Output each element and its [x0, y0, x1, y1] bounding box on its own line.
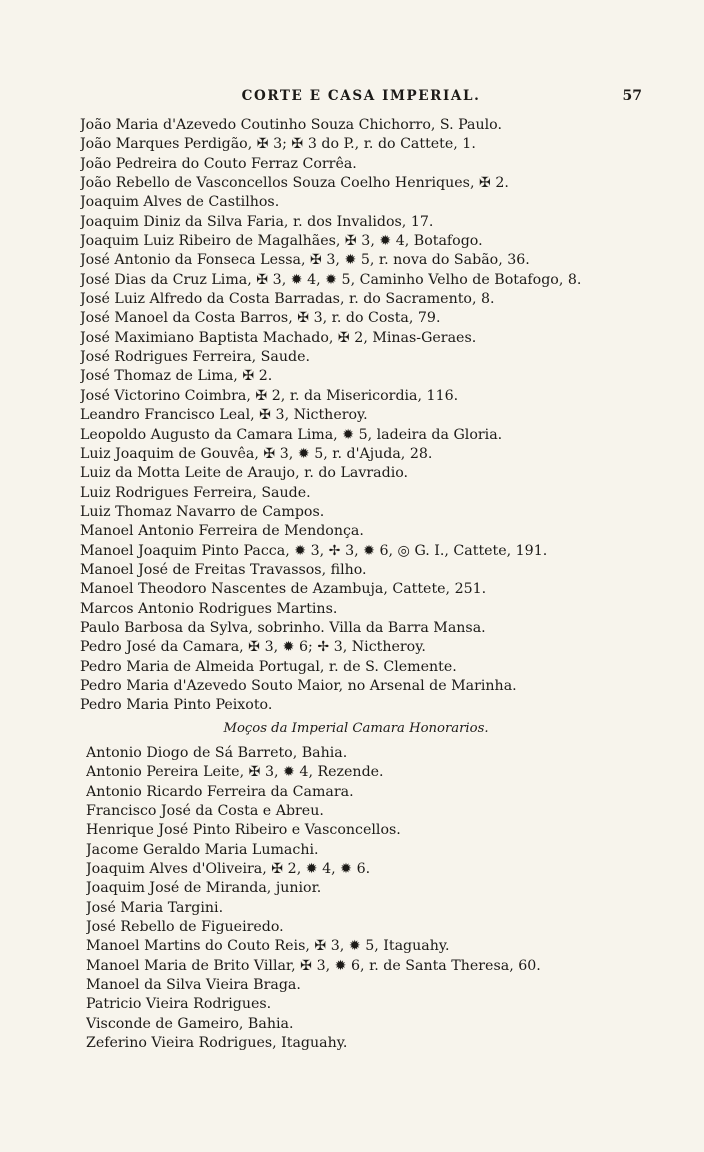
list-item: Luiz Rodrigues Ferreira, Saude.	[80, 484, 311, 501]
page-header	[80, 88, 642, 108]
list-item: João Marques Perdigão, ✠ 3; ✠ 3 do P., r. do Cattete, 1.	[80, 136, 476, 153]
list-item: Leandro Francisco Leal, ✠ 3, Nictheroy.	[80, 407, 368, 424]
page-number: 57	[622, 88, 642, 104]
list-item: Pedro Maria Pinto Peixoto.	[80, 697, 273, 714]
list-item: José Dias da Cruz Lima, ✠ 3, ✹ 4, ✹ 5, Caminho Velho de Botafogo, 8.	[80, 271, 582, 288]
list-item: Henrique José Pinto Ribeiro e Vasconcellos.	[86, 822, 401, 839]
section-heading: Moços da Imperial Camara Honorarios.	[223, 721, 489, 736]
entries-list	[80, 116, 640, 716]
list-item: Joaquim Luiz Ribeiro de Magalhães, ✠ 3, ✹ 4, Botafogo.	[80, 233, 483, 250]
list-item: José Maximiano Baptista Machado, ✠ 2, Minas-Geraes.	[80, 329, 477, 346]
list-item: Antonio Ricardo Ferreira da Camara.	[86, 783, 354, 800]
list-item: Luiz Joaquim de Gouvêa, ✠ 3, ✹ 5, r. d'Ajuda, 28.	[80, 445, 433, 462]
list-item: José Maria Targini.	[86, 899, 224, 916]
list-item: Pedro Maria de Almeida Portugal, r. de S. Clemente.	[80, 658, 457, 675]
list-item: Luiz Thomaz Navarro de Campos.	[80, 503, 325, 520]
list-item: José Manoel da Costa Barros, ✠ 3, r. do Costa, 79.	[80, 310, 441, 327]
list-item: José Rodrigues Ferreira, Saude.	[80, 349, 310, 366]
list-item: Pedro José da Camara, ✠ 3, ✹ 6; ✢ 3, Nictheroy.	[80, 639, 426, 656]
list-item: Joaquim Diniz da Silva Faria, r. dos Invalidos, 17.	[80, 213, 434, 230]
list-item: José Rebello de Figueiredo.	[86, 919, 284, 936]
honorary-entries-list	[86, 744, 646, 1054]
list-item: Manoel Maria de Brito Villar, ✠ 3, ✹ 6, r. de Santa Theresa, 60.	[86, 957, 541, 974]
list-item: Manoel Martins do Couto Reis, ✠ 3, ✹ 5, Itaguahy.	[86, 938, 450, 955]
list-item: Paulo Barbosa da Sylva, sobrinho. Villa da Barra Mansa.	[80, 619, 486, 636]
list-item: João Rebello de Vasconcellos Souza Coelho Henriques, ✠ 2.	[80, 175, 509, 192]
list-item: José Victorino Coimbra, ✠ 2, r. da Misericordia, 116.	[80, 387, 459, 404]
list-item: Francisco José da Costa e Abreu.	[86, 803, 324, 820]
list-item: Manoel Antonio Ferreira de Mendonça.	[80, 523, 364, 540]
list-item: José Luiz Alfredo da Costa Barradas, r. do Sacramento, 8.	[80, 291, 495, 308]
list-item: Visconde de Gameiro, Bahia.	[86, 1015, 294, 1032]
list-item: José Antonio da Fonseca Lessa, ✠ 3, ✹ 5, r. nova do Sabão, 36.	[80, 252, 530, 269]
list-item: João Maria d'Azevedo Coutinho Souza Chichorro, S. Paulo.	[80, 117, 502, 133]
list-item: Joaquim José de Miranda, junior.	[86, 880, 322, 897]
list-item: Manoel Theodoro Nascentes de Azambuja, Cattete, 251.	[80, 581, 487, 598]
list-item: Manoel José de Freitas Travassos, filho.	[80, 561, 367, 578]
list-item: Pedro Maria d'Azevedo Souto Maior, no Arsenal de Marinha.	[80, 677, 517, 694]
list-item: Manoel da Silva Vieira Braga.	[86, 977, 301, 994]
list-item: Jacome Geraldo Maria Lumachi.	[86, 841, 319, 858]
list-item: Joaquim Alves d'Oliveira, ✠ 2, ✹ 4, ✹ 6.	[86, 861, 371, 878]
list-item: Antonio Pereira Leite, ✠ 3, ✹ 4, Rezende.	[86, 764, 384, 781]
list-item: João Pedreira do Couto Ferraz Corrêa.	[80, 155, 357, 172]
list-item: Patricio Vieira Rodrigues.	[86, 996, 272, 1013]
running-title: CORTE E CASA IMPERIAL.	[241, 88, 481, 104]
list-item: Marcos Antonio Rodrigues Martins.	[80, 600, 338, 617]
list-item: Leopoldo Augusto da Camara Lima, ✹ 5, ladeira da Gloria.	[80, 426, 503, 443]
list-item: Antonio Diogo de Sá Barreto, Bahia.	[86, 745, 348, 761]
list-item: Manoel Joaquim Pinto Pacca, ✹ 3, ✢ 3, ✹ 6, ◎ G. I., Cattete, 191.	[80, 542, 548, 559]
list-item: Joaquim Alves de Castilhos.	[80, 194, 280, 211]
list-item: José Thomaz de Lima, ✠ 2.	[80, 368, 273, 385]
list-item: Zeferino Vieira Rodrigues, Itaguahy.	[86, 1035, 348, 1052]
list-item: Luiz da Motta Leite de Araujo, r. do Lavradio.	[80, 465, 409, 482]
